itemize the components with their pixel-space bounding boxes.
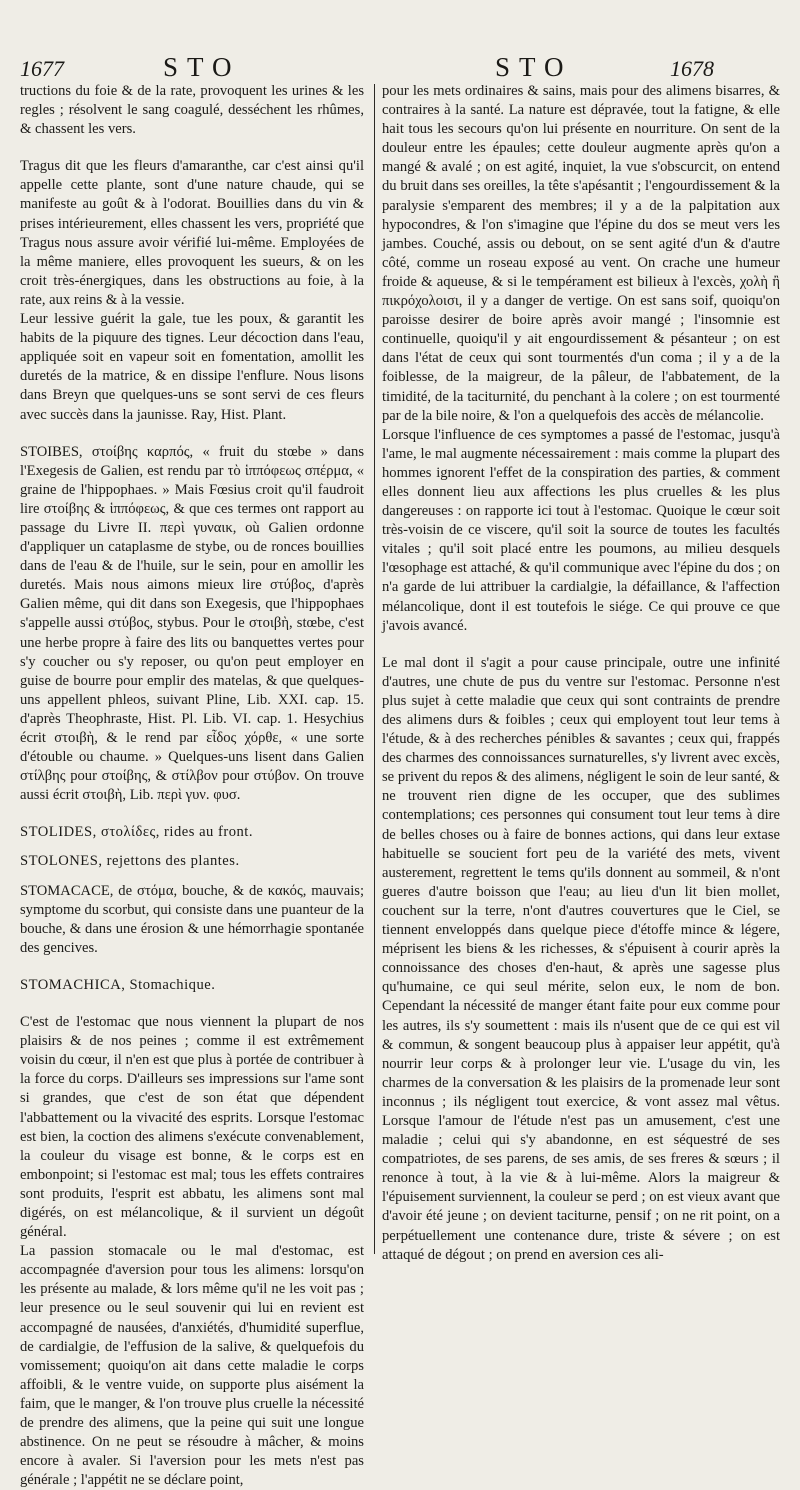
paragraph: tructions du foie & de la rate, provoquent les urines & les regles ; résolvent le sang coagulé, desséchent les rhûmes, & chassent les vers. [20, 83, 364, 138]
paragraph: Leur lessive guérit la gale, tue les poux, & garantit les habits de la piquure des tignes. Leur décoction dans l'eau, appliquée soit en vapeur soit en fomentation, amollit les duretés de la matrice, & en dissipe l'enflure. Nous lisons dans Breyn que quelques-uns se sont servi de ces fleurs avec succès dans la jaunisse. Ray, Hist. Plant. [20, 311, 364, 423]
left-column [20, 82, 364, 1490]
paragraph: La passion stomacale ou le mal d'estomac, est accompagnée d'aversion pour tous les alimens: lorsqu'on les présente au malade, & lors même qu'il ne les voit pas ; leur presence ou le seul souvenir qui lui en revient est accompagné de nausées, d'anxiétés, d'humidité superflue, de cardialgie, de l'effusion de la salive, & quelquefois du vomissement; quoiqu'on ait dans cette maladie le corps affoibli, & le ventre vuide, on supporte plus aisément la faim, que le manger, & l'on trouve plus cruelle la nécessité de prendre des alimens, que la peine qui suit une longue abstinence. On ne peut se résoudre à mâcher, & moins encore à avaler. Si l'aversion pour les mets n'est pas générale ; l'appétit ne se déclare point, [20, 1243, 364, 1489]
entry-stolones: STOLONES, rejettons des plantes. [20, 853, 240, 870]
paragraph: Tragus dit que les fleurs d'amaranthe, car c'est ainsi qu'il appelle cette plante, sont d'une nature chaude, qui se manifeste au goût & à l'odorat. Bouillies dans du vin & prises intérieurement, elles chassent les vers, propriété que Tragus nous assure avoir vérifié lui-même. Employées de la même maniere, elles provoquent les sueurs, & on les croit très-énergiques, dans les obstructions au foie, à la rate, aux reins & à la vessie. [20, 158, 364, 308]
left-page-number: 1677 [20, 56, 64, 81]
entry-stomachica: STOMACHICA, Stomachique. [20, 976, 216, 993]
right-column [382, 82, 780, 1265]
paragraph: Le mal dont il s'agit a pour cause principale, outre une infinité d'autres, une chute de pus du ventre sur l'estomac. Personne n'est plus sujet à cette maladie que ceux qui sont contraints de prendre des alimens durs & foibles ; ceux qui employent tout leur tems à l'étude, & à des recherches pénibles & savantes ; ceux qui, frappés des charmes des connoissances surnaturelles, s'y livrent avec excès, se privent du repos & des alimens, négligent le soin de leur santé, & ne trouvent rien digne de les occuper, que des sublimes contemplations; ces personnes qui consument tout leur tems à dire de belles choses ou à faire de bonnes actions, qui dans leur extase habituelle se soucient fort peu de la variété des mets, vivent austerement, regrettent le tems qu'ils donnent au sommeil, & n'ont gueres d'autre boisson que l'eau; au lieu d'un lit bien mollet, couchent sur la terre, n'ont d'autres couvertures que le Ciel, se tiennent enveloppés dans quelque piece d'étoffe mince & légere, méprisent les biens & les richesses, & s'épuisent à courir après la connoissance des choses d'en-haut, & après une sagesse plus qu'humaine, ce qui seul mérite, selon eux, le nom de bon. Cependant la nécessité de manger étant faite pour eux comme pour les autres, ils s'y soumettent : mais ils n'usent que de ce qui est vil & commun, & songent beaucoup plus à appaiser leur appétit, qu'à nourrir leur corps & à prolonger leur vie. L'usage du vin, les charmes de la conversation & les plaisirs de la promenade leur sont inconnus ; ils négligent tout exercice, & vont assez mal vêtus. Lorsque l'amour de l'étude n'est pas un amusement, c'est une maladie ; celui qui s'y abandonne, en est séquestré de ses compatriotes, de ses parens, de ses amis, de ses freres & sœurs ; il renonce à tout, à la vie & à lui-même. Alors la maigreur & l'épuisement surviennent, la couleur se perd ; on est vieux avant que d'avoir été jeune ; on devient taciturne, pensif ; on ne rit point, on a perpétuellement une contenance dure, triste & sévere ; on est attaqué de dégout ; on prend en aversion ces ali- [382, 654, 780, 1263]
right-running-head: STO [495, 52, 573, 82]
left-running-head: STO [163, 52, 241, 82]
entry-stoibes: STOIBES, στοίβης καρπός, « fruit du stœbe » dans l'Exegesis de Galien, est rendu par τὸ ἱππόφεως σπέρμα, « graine de l'hippophaes. » Mais Fœsius croit qu'il faudroit lire στοίβης & ἱππόφεως, & que ces termes ont rapport au passage du Livre II. περὶ γυναικ, où Galien ordonne d'appliquer un cataplasme de stybe, ou de ronces bouillies dans de l'eau & de l'huile, sur le sein, pour en amollir les duretés. Mais nous aimons mieux lire στύβος, d'après Galien même, qui dit dans son Exegesis, que l'hippophaes s'appelle aussi στύβος, stybus. Pour le στοιβὴ, stœbe, c'est une herbe propre à faire des lits ou banquettes vertes pour s'y coucher ou s'y reposer, ou qu'on peut employer en guise de bourre pour emplir des matelas, & que quelques-uns appellent phleos, suivant Pline, Lib. XXI. cap. 15. d'après Theophraste, Hist. Pl. Lib. VI. cap. 1. Hesychius écrit στοιβὴ, & le rend par εἶδος χόρθε, « une sorte d'étouble ou chaume. » Quelques-uns lisent dans Galien στίλβης pour στοίβης, & στίλβον pour στύβον. On trouve aussi écrit στοιβὴ, Lib. περὶ γυν. φυσ. [20, 443, 364, 804]
paragraph: pour les mets ordinaires & sains, mais pour des alimens bisarres, & contraires à la santé. La nature est dépravée, tout la fatigne, & elle hait tous les secours qu'on lui présente en nourriture. On sent de la douleur entre les épaules; cette douleur augmente après qu'on a mangé & avalé ; on est agité, inquiet, la vue s'obscurcit, on entend du bruit dans ses oreilles, la tête s'apésantit ; l'engourdissement & la paralysie s'emparent des membres; il y a de la palpitation aux hypocondres, & l'on s'imagine que l'épine du dos se meut vers les jambes. Couché, assis ou debout, on se sent agité d'un & d'autre côté, comme un roseau exposé au vent. On crache une humeur froide & aqueuse, & si le tempérament est bilieux à l'excès, χολὴ ἢ πικρόχολοισι, il y a danger de vertige. On est sans soif, quoiqu'on paroisse desirer de boire après avoir mangé ; l'insomnie est continuelle, quoiqu'il y ait engourdissement & pésanteur ; on est dans l'état de ceux qui sont tourmentés d'un coma ; il y a de la foiblesse, de la maigreur, de la pâleur, de l'abbatement, de la timidité, de la taciturnité, du penchant à la colere ; on est tourmenté par de la bile noire, & l'on a quelquefois des accès de mélancolie. [382, 83, 780, 424]
right-page-number: 1678 [670, 56, 714, 81]
paragraph: Lorsque l'influence de ces symptomes a passé de l'estomac, jusqu'à l'ame, le mal augmente nécessairement : mais comme la plupart des hommes ignorent l'effet de la conspiration des parties, & comment elles donnent lieu aux affections les plus cruelles & les plus dangereuses : on rapporte ici tout à l'estomac. Quoique le cœur soit très-voisin de ce viscere, qu'il soit la source de toutes les facultés vitales ; qu'il soit placé entre les poumons, au milieu desquels l'œsophage est attaché, & qu'il communique avec l'épine du dos ; on n'a garde de lui attribuer la cardialgie, la défaillance, & l'affection mélancolique, dont il est toutefois le siége. Ce qui prouve ce que j'avois avancé. [382, 426, 780, 634]
paragraph: C'est de l'estomac que nous viennent la plupart de nos plaisirs & de nos peines ; comme il est extrêmement voisin du cœur, il n'en est que plus à portée de contribuer à la force du corps. D'ailleurs ses impressions sur l'ame sont si grandes, que c'est de son état que dépendent l'abbattement ou la vivacité des esprits. Lorsque l'estomac est bien, la coction des alimens s'exécute convenablement, la couleur du visage est bonne, & le corps est en embonpoint; si l'estomac est mal; tous les effets contraires sont produits, l'esprit est abbatu, les alimens sont mal digérés, on est mélancolique, & il survient un dégoût général. [20, 1014, 364, 1241]
entry-stomacace: STOMACACE, de στόμα, bouche, & de κακός, mauvais; symptome du scorbut, qui consiste dans une puanteur de la bouche, & dans une érosion & une hémorrhagie spontanée des gencives. [20, 882, 364, 956]
page-header [0, 50, 800, 84]
column-divider [374, 84, 375, 1254]
entry-stolides: STOLIDES, στολίδες, rides au front. [20, 824, 254, 841]
